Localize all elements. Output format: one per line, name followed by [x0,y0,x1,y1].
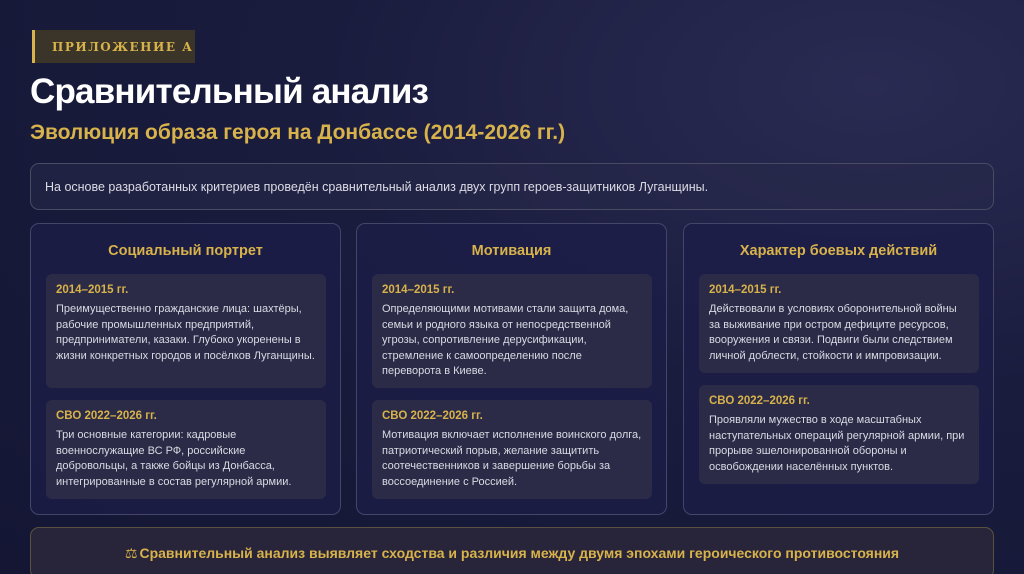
period-label: 2014–2015 гг. [382,284,455,296]
period-card-2022 [46,400,326,499]
period-text: Определяющими мотивами стали защита дома, семьи и родного языка от непосредственной угрозы, сопротивление дерусификации, стремление к самоопределению после переворота в Киеве. [382,303,629,378]
period-card-2014 [372,274,652,388]
conclusion-text: Сравнительный анализ выявляет сходства и различия между двумя эпохами героического противостояния [139,545,900,561]
period-card-2014 [46,274,326,388]
scales-icon: ⚖ [124,545,138,561]
page-subtitle: Эволюция образа героя на Донбассе (2014-2026 гг.) [30,121,566,144]
period-label: 2014–2015 гг. [56,284,129,296]
period-text: Проявляли мужество в ходе масштабных наступательных операций регулярной армии, при прорыве эшелонированной обороны и освобождении населённых пунктов. [709,414,965,473]
period-card-2022 [699,385,979,484]
period-label: СВО 2022–2026 гг. [709,395,810,407]
column-title: Социальный портрет [108,243,263,259]
period-label: СВО 2022–2026 гг. [56,410,157,422]
period-text: Три основные категории: кадровые военнослужащие ВС РФ, российские добровольцы, а также бойцы из Донбасса, интегрированные в состав регулярной армии. [56,429,292,488]
period-text: Преимущественно гражданские лица: шахтёры, рабочие промышленных предприятий, предприниматели, казаки. Глубоко укоренены в жизни конкретных городов и посёлков Луганщины. [56,303,315,362]
page-title: Сравнительный анализ [30,72,429,111]
period-text: Действовали в условиях оборонительной войны за выживание при остром дефиците ресурсов, вооружения и связи. Подвиги были следствием личной доблести, стойкости и импровизации. [709,303,957,362]
intro-text: На основе разработанных критериев проведён сравнительный анализ двух групп героев-защитников Луганщины. [45,179,709,194]
intro-panel [30,163,994,210]
column-motivation [356,223,667,515]
appendix-badge: ПРИЛОЖЕНИЕ А [32,30,195,63]
column-combat-character [683,223,994,515]
period-label: СВО 2022–2026 гг. [382,410,483,422]
period-text: Мотивация включает исполнение воинского долга, патриотический порыв, желание защитить соотечественников и завершение борьбы за воссоединение с Россией. [382,429,642,488]
period-card-2022 [372,400,652,499]
conclusion-banner [30,527,994,574]
period-card-2014 [699,274,979,373]
column-social-portrait [30,223,341,515]
period-label: 2014–2015 гг. [709,284,782,296]
column-title: Характер боевых действий [739,243,938,259]
column-title: Мотивация [471,243,552,259]
